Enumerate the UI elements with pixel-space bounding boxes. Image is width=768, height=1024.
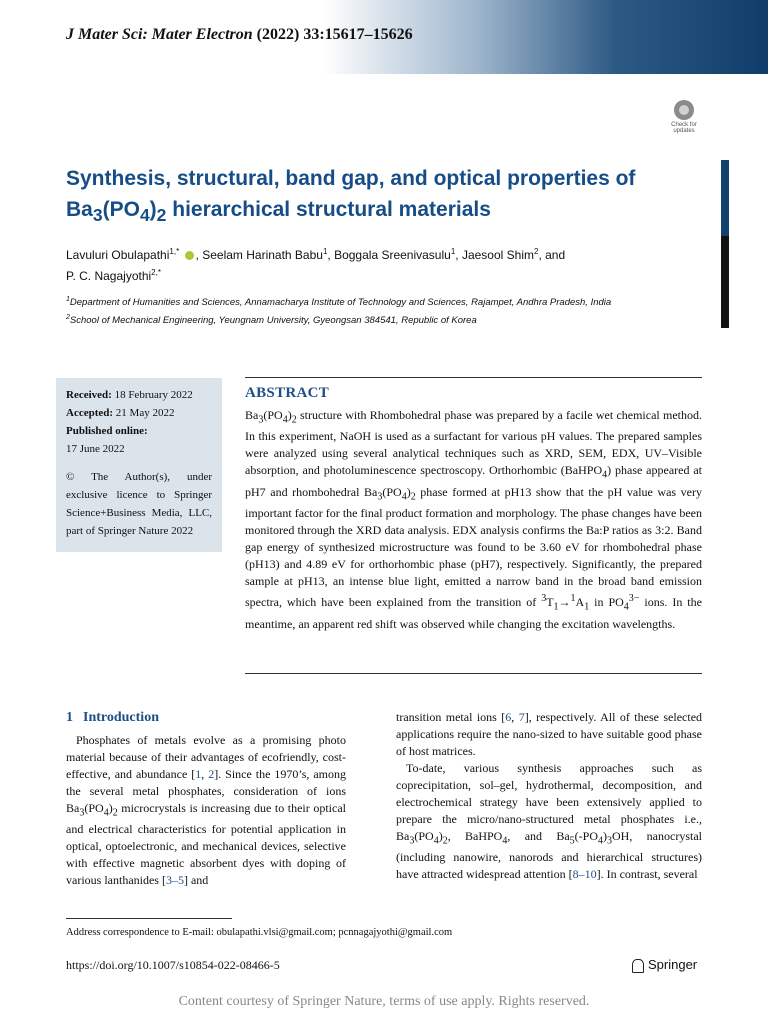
- affiliations: [66, 292, 716, 328]
- check-updates-icon: [674, 100, 694, 120]
- license-text: © The Author(s), under exclusive licence to Springer Science+Business Media, LLC, part of Springer Nature 2022: [66, 471, 212, 537]
- intro-right-column: [396, 709, 702, 883]
- intro-paragraph-2: To-date, various synthesis approaches such as coprecipitation, sol–gel, hydrothermal, decomposition, and electrochemical strategy have been extensively applied to prepare the micro/nano-structured metal phosphates i.e., $Ba_3(PO_4)_2$, BaHPO$_4$, and $Ba_5(-PO_4)_3OH$, nanocrystal (including nanowire, nanorods and hierarchical structures) have attracted widespread attention [8–10]. In contrast, several: [396, 761, 702, 882]
- citation-link[interactable]: 2: [208, 767, 215, 781]
- springer-logo: Springer: [632, 957, 697, 973]
- correspondence-footnote: Address correspondence to E-mail: obulapathi.vlsi@gmail.com; pcnnagajyothi@gmail.com: [66, 927, 453, 938]
- citation-link[interactable]: 8–10: [572, 867, 597, 882]
- citation-link[interactable]: 6: [505, 710, 512, 724]
- abstract-top-rule: [245, 377, 702, 378]
- intro-paragraph-1: Phosphates of metals evolve as a promising photo material because of their advantages of ecofriendly, cost-effective, and abundance [1, 2]. Since the 1970’s, among the several metal phosphates, consideration of ions $Ba_3(PO_4)_2$ microcrystals is increasing due to their optical and electrical characteristics for potential application in optical, optoelectronic, and mechanical devices, selective with effective magnetic absorbent dyes with doping of various lanthanides [3–5] and: [66, 733, 347, 888]
- check-for-updates-button[interactable]: [665, 100, 703, 138]
- footnote-rule: [66, 918, 232, 919]
- abstract-heading: ABSTRACT: [245, 385, 330, 401]
- author-list: Lavuluri Obulapathi$^{1,*}$ , Seelam Harinath Babu$^1$, Boggala Sreenivasulu$^1$, Jaesool Shim$^2$, and P. C. Nagajyothi$^{2,*}$: [66, 247, 566, 283]
- affiliation-1: $^1$Department of Humanities and Sciences, Annamacharya Institute of Technology and Sciences, Rajampet, Andhra Pradesh, India: [66, 296, 612, 309]
- section-heading-introduction: 1 Introduction: [66, 710, 159, 725]
- springer-horse-icon: [632, 959, 644, 973]
- intro-paragraph-1-cont: transition metal ions [6, 7], respectively. All of these selected applications require the nano-sized to have suitable good phase of host matrices.: [396, 710, 703, 758]
- orcid-icon[interactable]: [185, 251, 194, 260]
- citation-link[interactable]: 3–5: [165, 873, 184, 888]
- intro-left-column: [66, 709, 346, 889]
- courtesy-notice: Content courtesy of Springer Nature, terms of use apply. Rights reserved.: [178, 994, 590, 1009]
- article-title: Synthesis, structural, band gap, and optical properties of $Ba_3(PO_4)_2$ hierarchical structural materials: [66, 167, 636, 226]
- abstract-bottom-rule: [245, 673, 702, 674]
- check-updates-label: Check for updates: [671, 122, 697, 134]
- citation-link[interactable]: 1: [195, 767, 202, 781]
- citation-link[interactable]: 7: [518, 710, 525, 724]
- doi-link[interactable]: https://doi.org/10.1007/s10854-022-08466-5: [66, 958, 280, 972]
- article-dates-box: Received: 18 February 2022 Accepted: 21 May 2022 Published online: 17 June 2022 © The Author(s), under exclusive licence to Springer Science+Business Media, LLC, part of Springer Nature 2022: [56, 378, 222, 552]
- affiliation-2: $^2$School of Mechanical Engineering, Yeungnam University, Gyeongsan 384541, Republic of Korea: [66, 314, 477, 327]
- journal-citation: J Mater Sci: Mater Electron (2022) 33:15617–15626: [66, 26, 413, 43]
- decorative-sidebar-bar: [721, 160, 729, 328]
- abstract-body: $Ba_3(PO_4)_2$ structure with Rhombohedral phase was prepared by a facile wet chemical method. In this experiment, NaOH is used as a surfactant for various pH values. The prepared samples were analyzed using several analytical techniques such as XRD, SEM, EDX, UV–Visible absorption, and photoluminescence spectroscopy. Orthorhombic (BaHPO$_4$) phase appeared at pH7 and rhombohedral $Ba_3(PO_4)_2$ phase formed at pH13 show that the pH value was very important factor for the final product formation and morphology. The phase changes have been monitored through the XRD data analysis. EDX analysis confirms the Ba:P ratios as 3:2. Band gap energy of synthesized microstructure was found to be 3.60 eV for rhombohedral phase (pH13) and 4.89 eV for orthorhombic phase (pH7), respectively. Significantly, the prepared sample at pH13, an intense blue light, emitted a narrow band in the broad band emission spectra, which have been explained from the transition of $^3T_1\to^1A_1$ in $PO_4^{3-}$ ions. In the meantime, an apparent red shift was observed while changing the excitation wavelengths.: [245, 408, 703, 631]
